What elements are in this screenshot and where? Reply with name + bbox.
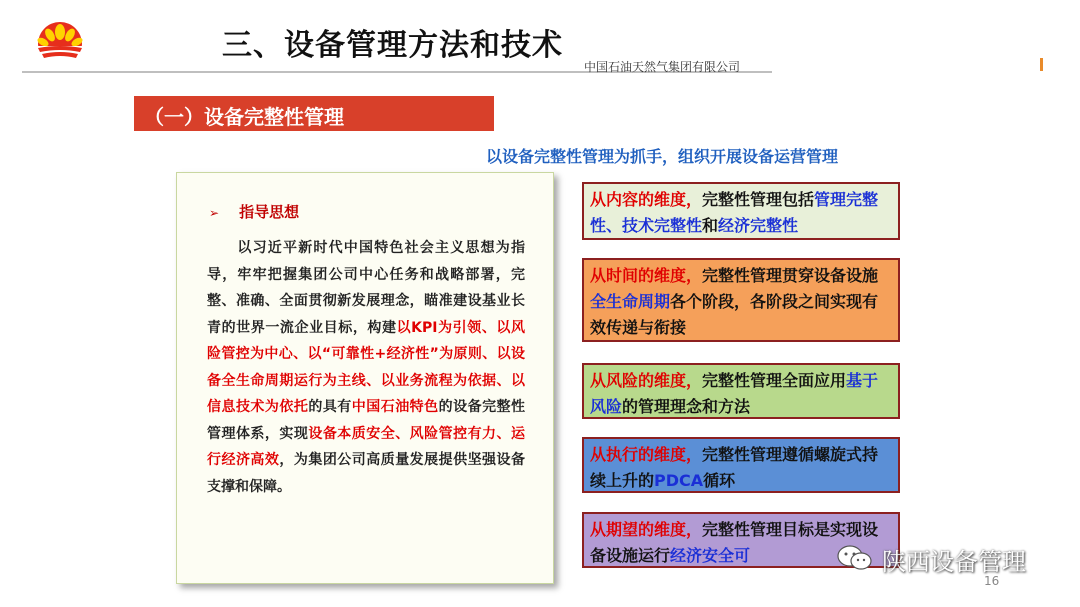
- company-name: 中国石油天然气集团有限公司: [584, 60, 741, 74]
- b3-key: 从风险的维度，: [590, 371, 703, 390]
- guide-text-4: 中国石油特色: [351, 399, 439, 415]
- b4-key: 从执行的维度，: [590, 445, 703, 464]
- b3-text: 完整性管理全面应用: [702, 371, 847, 390]
- petrochina-logo: [30, 18, 90, 68]
- b5-highlight: 经济安全可: [670, 546, 751, 565]
- section-heading: （一）设备完整性管理: [144, 105, 344, 129]
- b4-text: 完整性管理遵循螺旋式持续上升的: [590, 445, 879, 490]
- b1-highlight-1: 管理完整性、技术完整性: [590, 190, 879, 235]
- guide-heading: [209, 201, 299, 222]
- dimension-box-time: [582, 258, 900, 342]
- page-title: 三、设备管理方法和技术: [222, 28, 563, 63]
- b4-text-2: 循环: [703, 471, 736, 490]
- b2-text-2: 各个阶段，各阶段之间实现有效传递与衔接: [590, 292, 879, 337]
- b1-and: 和: [702, 216, 719, 235]
- section-heading-bar: [134, 96, 494, 131]
- b5-key: 从期望的维度，: [590, 520, 703, 539]
- guide-text-2: 以KPI为引领、以风险管控为中心、以“可靠性+经济性”为原则、以设备全生命周期运行为主线、以业务流程为依据、以信息技术为依托: [207, 319, 525, 415]
- b1-key: 从内容的维度，: [590, 190, 703, 209]
- guide-paragraph: [207, 235, 525, 500]
- b1-text: 完整性管理包括: [702, 190, 815, 209]
- guide-heading-text: 指导思想: [239, 203, 300, 221]
- b2-highlight: 全生命周期: [590, 292, 671, 311]
- b5-text: 完整性管理目标是实现设备设施运行: [590, 520, 879, 565]
- dimension-box-content: [582, 182, 900, 240]
- b3-text-2: 的管理理念和方法: [622, 397, 751, 416]
- guide-text-3: 的具有: [308, 399, 352, 415]
- b2-text: 完整性管理贯穿设备设施: [702, 266, 879, 285]
- guide-text-7: ，为集团公司高质量发展提供坚强设备支撑和保障。: [207, 452, 526, 495]
- b3-highlight: 基于风险: [590, 371, 879, 416]
- wechat-icon: [836, 544, 874, 572]
- watermark-text: 陕西设备管理: [882, 548, 1026, 576]
- guide-text-1: 以习近平新时代中国特色社会主义思想为指导，牢牢把握集团公司中心任务和战略部署，完整、准确、全面贯彻新发展理念，瞄准建设基业长青的世界一流企业目标，构建: [207, 240, 526, 336]
- dimension-box-execution: [582, 437, 900, 493]
- arrow-bullet-icon: ➢: [209, 206, 220, 220]
- dimension-box-risk: [582, 363, 900, 419]
- guiding-thought-box: [176, 172, 554, 584]
- b4-highlight: PDCA: [654, 471, 704, 490]
- accent-mark: [1040, 58, 1043, 71]
- guide-text-6: 设备本质安全、风险管控有力、运行经济高效: [207, 425, 526, 468]
- guide-text-5: 的设备完整性管理体系，实现: [207, 399, 526, 442]
- b1-highlight-2: 经济完整性: [718, 216, 799, 235]
- page-number: 16: [984, 574, 1000, 588]
- subtitle: 以设备完整性管理为抓手，组织开展设备运营管理: [486, 147, 839, 166]
- b2-key: 从时间的维度，: [590, 266, 703, 285]
